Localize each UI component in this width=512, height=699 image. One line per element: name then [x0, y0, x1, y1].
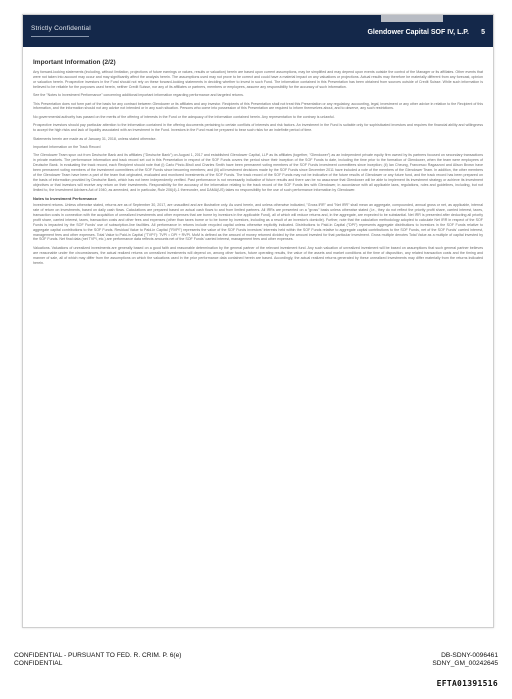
- track-record-paragraph: The Glendower Team spun out from Deutsche Bank and its affiliates ("Deutsche Bank") on August 1, 2017 and established Glendower Capital, LLP as its affiliates (together, "Glendower") as an independent private equity firm owned by its partners focused on secondary transactions in private markets. The performance information and track record set out in this Presentation in respect of the SOF Funds covers the period since their inception of the SOF Funds to date, including the time prior to the formation of Glendower, when the team were employees of Deutsche Bank. In evaluating the track record, each Recipient should note that (i) Carlo Pirzio-Biroli and Charles Smith have been permanent voting members of the SOF Funds investment committees since inception; (ii) Ian Cheung, Francesco Ragazzoni and Alison Brown have been permanent voting members of the investment committees of the SOF Funds since becoming members; and (iii) all investment decisions made by the SOF Funds since December 2011 have included a vote of the members of the Glendower Team. In addition, the other members of the Glendower Team have been a part of the team that originated, evaluated and monitored investments of the SOF Funds. The track record of the SOF Funds may not be indicative of the future results of Glendower or any future fund, and the track record has been prepared on the basis of information provided by Deutsche Bank, which has not been independently verified. Past performance is not necessarily indicative of future results and there can be no assurance that Glendower will be able to implement its investment strategy or achieve its investment objectives or that investors will receive any return on their investments. Responsibility for the accuracy of the information relating to the track record of the SOF Funds lies with Glendower, in accordance with all applicable laws, regulations, rules and guidelines, including, but not limited to, the Investment Advisers Act of 1940, as amended, and in particular, Rule 206(4)-1 thereunder, and DAMA(US) takes no responsibility for the use of such performance information by Glendower.: [33, 153, 483, 192]
- paragraph: Statements herein are made as of January 31, 2018, unless stated otherwise.: [33, 136, 157, 141]
- page-number: 5: [481, 29, 485, 36]
- notes-subheading: Notes to Investment Performance: [33, 196, 97, 202]
- notes-paragraph: Investment returns. Unless otherwise stated, returns are as of September 30, 2017, are unaudited and are illustrative only. As used herein, and unless otherwise indicated, "Gross IRR" and "Net IRR" shall mean an aggregate, compounded, annual gross or net, as applicable, internal rate of return on investments, based on daily cash flows. Calculations are prepared based on actual cash flows to and from limited partners. All IRRs are presented on a "gross" basis unless otherwise stated (i.e., they do not reflect the priority profit share, carried interest, taxes, transaction costs in connection with the acquisition of unrealized investments and other expenses that are borne by investors in the applicable Fund), all of which will reduce returns and, in the aggregate, are expected to be substantial. Net IRR is presented after deducting all priority profit share, carried interest, taxes, transaction costs and other fees and expenses (other than taxes borne or to be borne by investors, including as a result of an investor's domicile). Further, note that the calculation methodology adopted to calculate Net IRR in respect of the SOF Funds is impacted by the SOF Funds' use of subscription-line facilities. All performance in returns include recycled capital unless otherwise explicitly indicated. Distributions to Paid-in Capital ("DPI") represents aggregate distributions to investors in the SOF Funds relative to aggregate capital contributions to the SOF Funds. Residual Value to Paid-in Capital ("RVPI") represents the value of the SOF Funds investors' interests held within the SOF Funds relative to aggregate capital contributions to the SOF Funds, net of the SOF Funds' carried interest, management fees and other expenses. Total Value to Paid-in Capital ("TVPI"): TVPI = DPI + RVPI. MoM is defined as the amount of money returned divided by the amount invested for that particular investment. Gross multiple denotes Total Value as a multiple of capital invested by the SOF Funds. Net final data (net TVPI, etc.) are performance data reflects amounts net of the SOF Funds' carried interest, management fees and other expenses.: [33, 203, 483, 242]
- footer-confidential: CONFIDENTIAL: [14, 660, 63, 667]
- efta-number: EFTA01391516: [436, 679, 498, 688]
- header-tab-decoration: [381, 15, 443, 22]
- paragraph: No governmental authority has passed on the merits of the offering of interests in the Fund or the adequacy of the information contained herein. Any representation to the contrary is unlawful.: [33, 114, 335, 119]
- fund-title: Glendower Capital SOF IV, L.P.: [367, 29, 469, 36]
- header-banner: [23, 15, 493, 47]
- page-content: [33, 59, 483, 269]
- paragraph: This Presentation does not form part of the basis for any contract between Glendower or its affiliates and any investor. Recipients of this Presentation shall not treat this Presentation or any regulatory, accounting, legal, investment or any other advice in relation to the Recipient of this information, and the information should not any advice not intended or in any such situation. Persons who come into possession of this Presentation are required to inform themselves about, and to observe, any such restrictions.: [33, 101, 483, 111]
- footer-confidential-rule: CONFIDENTIAL - PURSUANT TO FED. R. CRIM. P. 6(e): [14, 652, 182, 659]
- paragraph: Any forward-looking statements (including, without limitation, projections of future earnings or values, results or valuation) herein are based upon current assumptions, may be simplified and may depend upon events outside the control of the Manager or its affiliates. Other events that were not taken into account may occur and may significantly affect the analysis herein. The assumptions used may not prove to be correct and could have a material impact on any valuations or projections. Actual results may therefore be materially different from any forecast, opinion or valuation herein. Prospective investors in the Fund should not rely on these forward-looking statements in deciding whether to invest in such Fund. The information contained in this Presentation has been obtained from sources outside of Credit Suisse. While such information is believed to be reliable for the purposes used herein, neither Credit Suisse, nor any of its affiliates or partners, members or employees, assume any responsibility for the accuracy of such information.: [33, 70, 483, 89]
- document-page: [22, 14, 494, 628]
- paragraph: See the "Notes to Investment Performance" concerning additional important information regarding performance and targeted returns.: [33, 93, 244, 98]
- section-heading: Important Information (2/2): [33, 59, 116, 66]
- footer-left: [14, 652, 181, 668]
- confidential-label: Strictly Confidential: [31, 25, 91, 32]
- header-divider: [31, 36, 89, 37]
- paragraph: Prospective investors should pay particular attention to the information contained in the offering documents pertaining to certain conflicts of interests and risk factors. An investment in the Fund is suitable only for sophisticated investors and requires the financial ability and willingness to accept the high risks and lack of liquidity associated with an investment in the Fund. Investors in the Fund must be prepared to bear such risks for an indefinite period of time.: [33, 123, 483, 133]
- bates-number-sdny: SDNY_GM_00242645: [432, 660, 498, 667]
- notes-paragraph: Valuations. Valuations of unrealized investments are generally based on a good faith and reasonable determination by the general partner of the relevant investment fund. Any such valuation of unrealized investment will be based on assumptions that such general partner believes are reasonable under the circumstances, the actual realized returns on unrealized investments will depend on, among other factors, future operating results, the value of the assets and market conditions at the time of disposition, any related transaction costs and the timing and manner of sale, all of which may differ from the assumptions on which the valuations used in the prior performance data contained herein are based. Accordingly, the actual realized returns generated by these unrealized investments may differ materially from the returns indicated herein.: [33, 245, 483, 265]
- bates-number-db: DB-SDNY-0096461: [441, 652, 498, 659]
- footer-right: [432, 652, 498, 668]
- track-record-subheading: Important Information on the Track Record: [33, 144, 101, 149]
